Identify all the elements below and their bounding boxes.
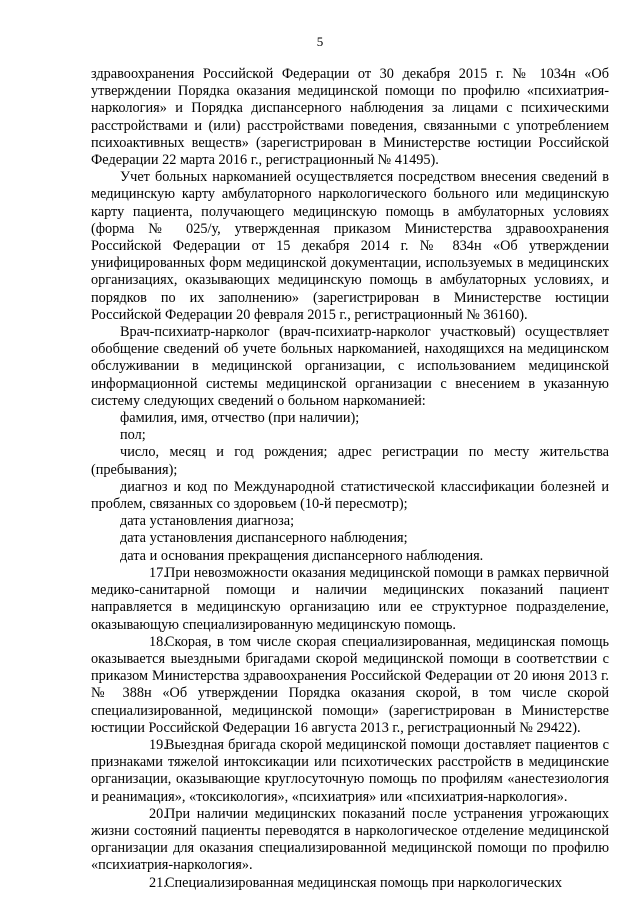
paragraph-accounting: Учет больных наркоманией осуществляется посредством внесения сведений в медицинскую карту амбулаторного наркологического больного или медицинскую карту пациента, получающего медицинскую помощь в амбулаторных условиях (форма № 025/у, утвержденная приказом Министерства здравоохранения Российской Федерации от 15 декабря 2014 г. № 834н «Об утверждении унифицированных форм медицинской документации, используемых в медицинских организациях, оказывающих медицинскую помощь в амбулаторных условиях, и порядков по их заполнению» (зарегистрирован в Министерстве юстиции Российской Федерации 20 февраля 2015 г., регистрационный № 36160). — [91, 169, 609, 323]
paragraph-number: 21. — [149, 874, 167, 891]
list-item-observation-end: дата и основания прекращения диспансерного наблюдения. — [120, 547, 484, 564]
list-item-diagnosis-code: диагноз и код по Международной статистической классификации болезней и проблем, связанных со здоровьем (10-й пересмотр); — [91, 478, 609, 513]
list-item-full-name: фамилия, имя, отчество (при наличии); — [120, 410, 360, 427]
paragraph-text: Выездная бригада скорой медицинской помощи доставляет пациентов с признаками тяжелой интоксикации или психотических расстройств в медицинские организации, оказывающие круглосуточную помощь по профилям «анестезиология и реанимация», «токсикология», «психиатрия» или «психиатрия-наркология». — [91, 736, 609, 805]
list-item-sex: пол; — [120, 427, 146, 444]
paragraph-number: 18. — [149, 633, 167, 650]
numbered-paragraph-18 — [91, 634, 609, 737]
paragraph-psychiatrist-summary: Врач-психиатр-нарколог (врач-психиатр-нарколог участковый) осуществляет обобщение сведений об учете больных наркоманией, находящихся на медицинском обслуживании в медицинской организации, с использованием медицинской информационной системы медицинской организации с внесением в указанную систему следующих сведений о больном наркоманией: — [91, 324, 609, 409]
numbered-paragraph-21 — [91, 875, 609, 892]
paragraph-continuation: здравоохранения Российской Федерации от 30 декабря 2015 г. № 1034н «Об утверждении Порядка оказания медицинской помощи по профилю «психиатрия-наркология» и Порядка диспансерного наблюдения за лицами с психическими расстройствами и (или) расстройствами поведения, связанными с употреблением психоактивных веществ» (зарегистрирован в Министерстве юстиции Российской Федерации 22 марта 2016 г., регистрационный № 41495). — [91, 66, 609, 169]
paragraph-text: При наличии медицинских показаний после устранения угрожающих жизни состояний пациенты переводятся в наркологическое отделение медицинской организации для оказания специализированной медицинской помощи по профилю «психиатрия-наркология». — [91, 805, 609, 874]
body-text — [91, 66, 609, 892]
paragraph-number: 19. — [149, 736, 167, 753]
page-number: 5 — [316, 34, 324, 49]
numbered-paragraph-17 — [91, 565, 609, 634]
list-item-birth-date-address: число, месяц и год рождения; адрес регистрации по месту жительства (пребывания); — [91, 444, 609, 478]
paragraph-text: Специализированная медицинская помощь при наркологических — [165, 874, 563, 891]
paragraph-text: При невозможности оказания медицинской помощи в рамках первичной медико-санитарной помощи и наличии медицинских показаний пациент направляется в медицинскую организацию или ее структурное подразделение, оказывающую специализированную медицинскую помощь. — [91, 564, 609, 633]
list-item-observation-date: дата установления диспансерного наблюдения; — [120, 530, 408, 547]
paragraph-number: 20. — [149, 805, 167, 822]
list-item-diagnosis-date: дата установления диагноза; — [120, 513, 295, 530]
numbered-paragraph-19 — [91, 737, 609, 806]
numbered-paragraph-20 — [91, 806, 609, 875]
paragraph-text: Скорая, в том числе скорая специализированная, медицинская помощь оказывается выездными бригадами скорой медицинской помощи в соответствии с приказом Министерства здравоохранения Российской Федерации от 20 июня 2013 г. № 388н «Об утверждении Порядка оказания скорой, в том числе скорой специализированной, медицинской помощи» (зарегистрирован в Министерстве юстиции Российской Федерации 16 августа 2013 г., регистрационный № 29422). — [91, 633, 609, 736]
paragraph-number: 17. — [149, 564, 167, 581]
